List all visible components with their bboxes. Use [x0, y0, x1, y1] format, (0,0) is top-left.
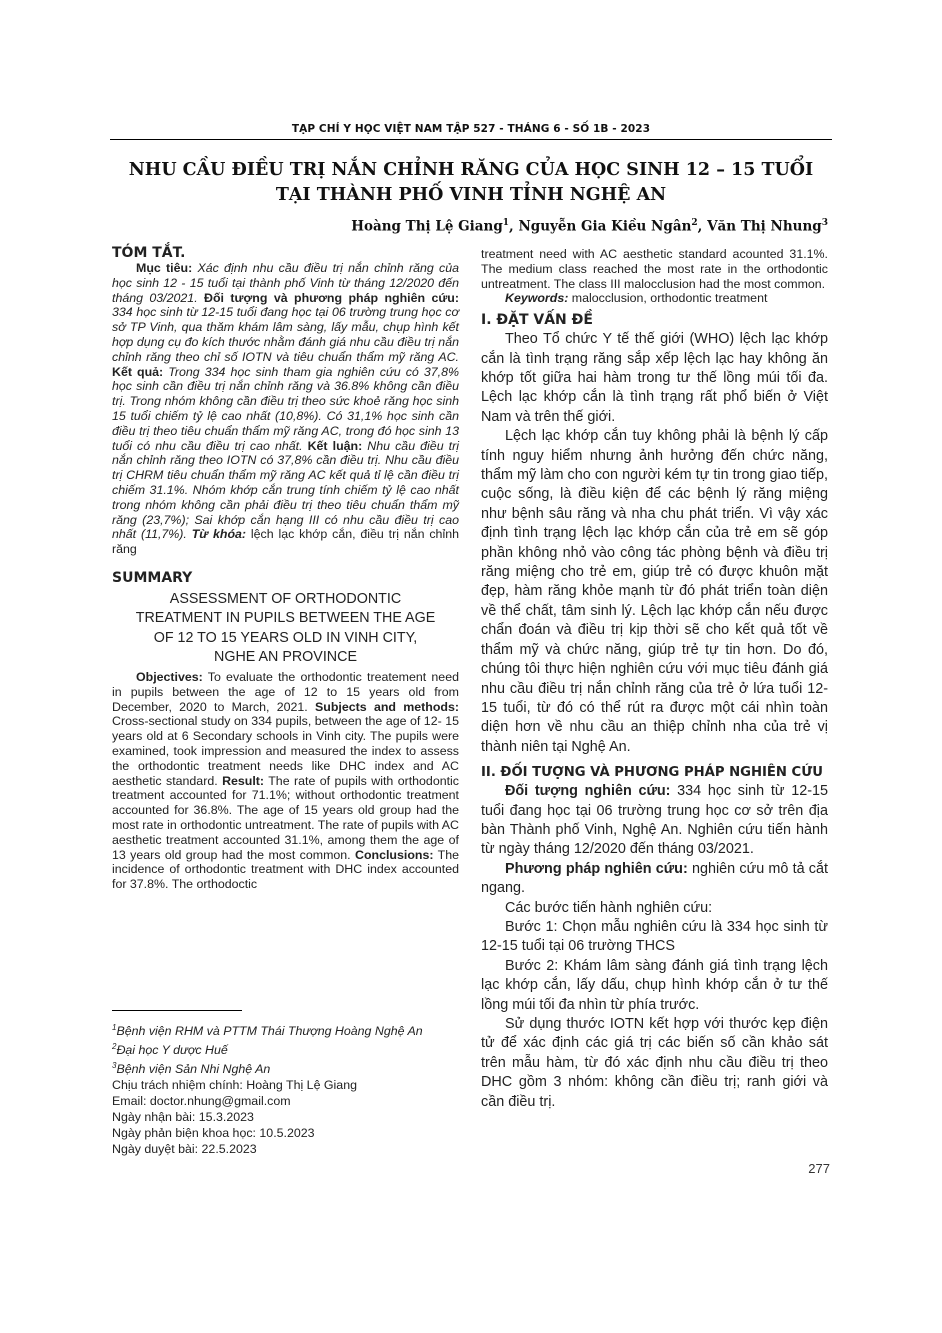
footnote-1	[112, 1020, 459, 1039]
subjects-body: 334 học sinh từ 12-15 tuổi đang học tại 06 trường trung học cơ sở trên địa bàn Thành phố Vinh, Nghệ An. Nghiên cứu tiến hành từ ngày tháng 12/2020 đến tháng 03/2021.	[481, 783, 828, 858]
subjects-heading: Đối tượng nghiên cứu:	[505, 783, 671, 800]
page-number: 277	[808, 1161, 830, 1176]
keywords-label: Từ khóa:	[191, 527, 247, 542]
footnote-rule	[112, 1010, 242, 1011]
accepted-date: Ngày duyệt bài: 22.5.2023	[112, 1142, 257, 1157]
english-title-line-3: OF 12 TO 15 YEARS OLD IN VINH CITY,	[153, 629, 418, 646]
keywords-en-text: malocclusion, orthodontic treatment	[568, 291, 768, 306]
footnote-2	[112, 1039, 459, 1058]
author-2-affiliation: 2	[691, 218, 698, 228]
result-text: The rate of pupils with orthodontic treatment accounted for 71.1%; without orthodontic treatment accounted for 36.8%. The age of 15 years old group had the most rate in orthodontic untreatment. The rate of pupils with AC aesthetic treatment accounted 31.1%, among them the age of 13 years old group had the most common.	[112, 773, 459, 862]
section-1-heading: I. ĐẶT VẤN ĐỀ	[481, 312, 593, 329]
objectives-label: Objectives:	[136, 669, 203, 684]
left-column	[112, 245, 459, 892]
conclusion-label: Kết luận:	[307, 438, 363, 453]
title-line-1: NHU CẦU ĐIỀU TRỊ NẮN CHỈNH RĂNG CỦA HỌC SINH 12 – 15 TUỔI	[128, 160, 814, 180]
footnote-3	[112, 1058, 459, 1077]
footnote-3-text: Bệnh viện Sản Nhi Nghệ An	[116, 1062, 271, 1077]
footnote-1-text: Bệnh viện RHM và PTTM Thái Thượng Hoàng Nghệ An	[116, 1024, 423, 1039]
review-date: Ngày phản biện khoa học: 10.5.2023	[112, 1126, 315, 1141]
author-1-affiliation: 1	[502, 218, 510, 228]
footnotes	[112, 1020, 459, 1157]
keywords-en	[481, 291, 828, 306]
conclusions-text: The incidence of orthodontic treatment with DHC index accounted for 37.8%. The orthodoctic	[112, 847, 459, 892]
abstract-en	[112, 670, 459, 892]
section-2-heading: II. ĐỐI TƯỢNG VÀ PHƯƠNG PHÁP NGHIÊN CỨU	[481, 765, 823, 781]
english-title	[112, 590, 459, 668]
author-1: Hoàng Thị Lệ Giang	[351, 218, 503, 235]
author-2: , Nguyễn Gia Kiều Ngân	[509, 218, 692, 235]
footnote-3-mark: 3	[112, 1061, 117, 1071]
footnote-2-mark: 2	[112, 1042, 117, 1052]
abstract-heading: TÓM TẮT.	[112, 245, 186, 261]
methods-body: nghiên cứu mô tả cắt ngang.	[481, 860, 828, 897]
section-2-subjects	[481, 782, 828, 860]
result-label: Result:	[222, 773, 265, 788]
abstract-vi	[112, 261, 459, 557]
footnote-2-text: Đại học Y dược Huế	[116, 1043, 228, 1058]
title-line-2: TẠI THÀNH PHỐ VINH TỈNH NGHỆ AN	[275, 185, 667, 205]
methods-heading: Phương pháp nghiên cứu:	[505, 860, 688, 877]
section-2-methods	[481, 860, 828, 899]
section-2-step-1: Bước 1: Chọn mẫu nghiên cứu là 334 học sinh từ 12-15 tuổi tại 06 trường THCS	[481, 918, 828, 955]
summary-heading: SUMMARY	[112, 569, 193, 586]
section-1-paragraph-2: Lệch lạc khớp cắn tuy không phải là bệnh lý cấp tính nguy hiểm nhưng ảnh hưởng đến chức năng, thẩm mỹ làm cho con người kém tự tin trong giao tiếp, cuộc sống, là điều kiện để các bệnh lý răng miệng như bệnh sâu răng và nha chu phát triển. Vì vậy xác định tình trạng lệch lạc khớp cắn của trẻ em sẽ góp phần không nhỏ vào công tác phòng bệnh và điều trị răng miệng cho trẻ em, giúp trẻ có được khuôn mặt đẹp, hàm răng khỏe mạnh từ đó phát triển toàn diện về thể chất, tâm sinh lý. Lệch lạc khớp cắn nếu được chẩn đoán và điều trị kịp thời sẽ cho kết quả tốt về thẩm mỹ và chức năng, giúp trẻ tự tin hơn. Do đó, chúng tôi thực hiện nghiên cứu với mục tiêu đánh giá nhu cầu điều trị nắn chỉnh răng của trẻ ở lứa tuổi 12-15 tuổi, từ đó có thể rút ra được một cái nhìn toàn diện hơn về nhu cầu an thiệp chỉnh nha của trẻ vị thành niên tại Nghệ An.	[481, 428, 828, 755]
author-3: , Văn Thị Nhung	[697, 218, 822, 235]
article-title	[110, 158, 832, 208]
author-3-affiliation: 3	[821, 218, 828, 228]
objective-text: Xác định nhu cầu điều trị nắn chỉnh răng của học sinh 12 - 15 tuổi tại thành phố Vinh từ tháng 12/2020 đến tháng 03/2021.	[112, 261, 459, 305]
english-title-line-1: ASSESSMENT OF ORTHODONTIC	[169, 590, 402, 607]
abstract-en-continued: treatment need with AC aesthetic standard acounted 31.1%. The medium class reached the most rate in the orthodontic untreatment. The class III malocclusion had the most common.	[481, 247, 828, 291]
results-label: Kết quả:	[112, 364, 164, 379]
english-title-line-2: TREATMENT IN PUPILS BETWEEN THE AGE	[135, 610, 436, 627]
section-2-instruments: Sử dụng thước IOTN kết hợp với thước kẹp điện tử để xác định các giá trị các biến số cần khảo sát trên mẫu hàm, từ đó xác định nhu cầu điều trị theo DHC gồm 3 nhóm: không cần điều trị; ranh giới và cần điều trị.	[481, 1016, 828, 1110]
conclusion-text: Nhu cầu điều trị nắn chỉnh răng theo IOTN có 37,8% cần điều trị. Nhu cầu điều trị CHRM tiêu chuẩn thẩm mỹ răng AC kết quả tỉ lệ cần điều trị chiếm 31.1%. Nhóm khớp cắn trung tính chiếm tỷ lệ cao nhất trong nhóm không cần phải điều trị theo tiêu chuẩn thẩm mỹ răng (23,7%); Sai khớp cắn hạng III có nhu cầu điều trị cao nhất (11,7%).	[112, 438, 459, 542]
email: Email: doctor.nhung@gmail.com	[112, 1094, 291, 1109]
results-text: Trong 334 học sinh tham gia nghiên cứu có 37,8% học sinh cần điều trị nắn chỉnh răng và 36.8% không cần điều trị. Trong nhóm không cần điều trị theo sức khoẻ răng học sinh 15 tuổi chiếm tỷ lệ cao nhất (10,8%). Có 31,1% học sinh cần điều trị theo tiêu chuẩn thẩm mỹ răng AC, trong đó học sinh 13 tuổi có nhu cầu điều trị cao nhất.	[112, 364, 459, 453]
methods-label: Subjects and methods:	[315, 699, 459, 714]
section-2-steps-intro: Các bước tiến hành nghiên cứu:	[505, 899, 713, 916]
objective-label: Mục tiêu:	[136, 261, 193, 275]
author-list	[351, 218, 828, 235]
subjects-text: 334 học sinh từ 12-15 tuổi đang học tại 06 trường trung học cơ sở TP Vinh, qua thăm khám lâm sàng, lấy mẫu, chụp hình kết hợp dụng cụ đo kích thước nhằm đánh giá nhu cầu điều trị nắn chỉnh răng theo chỉ số IOTN và tiêu chuẩn thẩm mỹ răng AC.	[112, 305, 459, 364]
methods-text: Cross-sectional study on 334 pupils, between the age of 12- 15 years old at 6 Secondary schools in Vinh city. The pupils were examined, took impression and measured the index to assess the orthodontic treatment needs like DHC index and AC aesthetic standard.	[112, 714, 459, 788]
english-title-line-4: NGHE AN PROVINCE	[214, 649, 357, 666]
right-column	[481, 247, 828, 1112]
subjects-label: Đối tượng và phương pháp nghiên cứu:	[204, 290, 459, 305]
received-date: Ngày nhận bài: 15.3.2023	[112, 1110, 254, 1125]
objectives-text: To evaluate the orthodontic treatement need in pupils between the age of 12 to 15 years old from December, 2020 to March, 2021.	[112, 669, 459, 714]
footnote-1-mark: 1	[112, 1023, 117, 1032]
keywords-text: lệch lạc khớp cắn, điều trị nắn chỉnh răng	[112, 527, 459, 557]
section-2-step-2: Bước 2: Khám lâm sàng đánh giá tình trạng lệch lạc khớp cắn, lấy dấu, chụp hình khớp cắn ở tư thế lồng múi tối đa nhìn từ phía trước.	[481, 957, 828, 1013]
header-rule	[110, 139, 832, 140]
keywords-en-label: Keywords:	[505, 291, 569, 306]
conclusions-label: Conclusions:	[355, 847, 434, 862]
journal-header: TẠP CHÍ Y HỌC VIỆT NAM TẬP 527 - THÁNG 6 - SỐ 1B - 2023	[291, 123, 651, 135]
corresponding-author: Chịu trách nhiệm chính: Hoàng Thị Lệ Giang	[112, 1078, 357, 1093]
section-1-paragraph-1: Theo Tổ chức Y tế thế giới (WHO) lệch lạc khớp cắn là tình trạng răng sắp xếp lệch lạc hay không ăn khớp tốt giữa hai hàm trong tư thế lồng múi tối đa. Lệch lạc khớp cắn là tình trạng rất phổ biến ở Việt Nam và trên thế giới.	[481, 331, 828, 425]
